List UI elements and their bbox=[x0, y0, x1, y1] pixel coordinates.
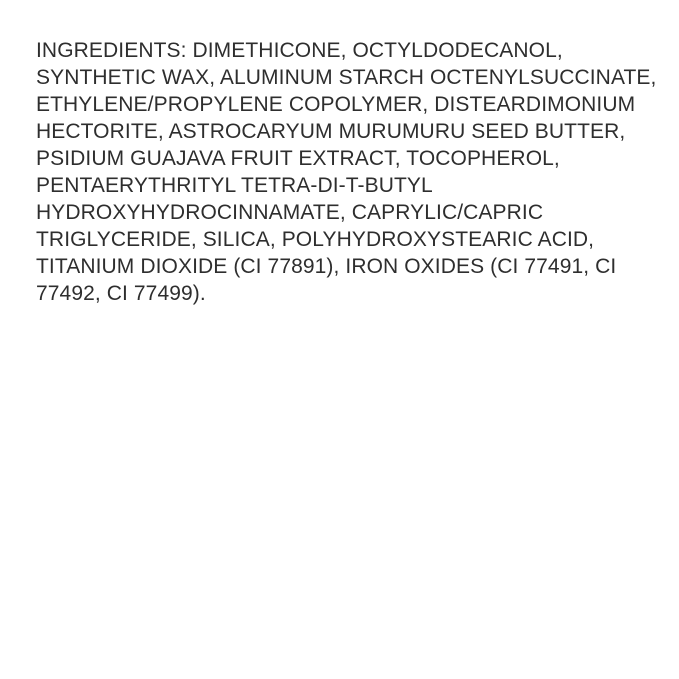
ingredients-text-line: PSIDIUM GUAJAVA FRUIT EXTRACT, TOCOPHEROL, bbox=[36, 147, 560, 170]
ingredients-text-block bbox=[36, 37, 657, 307]
ingredients-text-line: HYDROXYHYDROCINNAMATE, CAPRYLIC/CAPRIC bbox=[36, 201, 544, 224]
ingredients-text-line: ETHYLENE/PROPYLENE COPOLYMER, DISTEARDIMONIUM bbox=[36, 93, 636, 116]
ingredients-text-line: TITANIUM DIOXIDE (CI 77891), IRON OXIDES (CI 77491, CI bbox=[36, 255, 617, 278]
ingredients-text-line: INGREDIENTS: DIMETHICONE, OCTYLDODECANOL, bbox=[36, 39, 563, 62]
ingredients-text-line: PENTAERYTHRITYL TETRA-DI-T-BUTYL bbox=[36, 174, 433, 197]
ingredients-text-line: SYNTHETIC WAX, ALUMINUM STARCH OCTENYLSUCCINATE, bbox=[36, 66, 657, 89]
ingredients-text-line: TRIGLYCERIDE, SILICA, POLYHYDROXYSTEARIC ACID, bbox=[36, 228, 595, 251]
ingredients-text-line: HECTORITE, ASTROCARYUM MURUMURU SEED BUTTER, bbox=[36, 120, 626, 143]
ingredients-text-line: 77492, CI 77499). bbox=[36, 282, 206, 305]
